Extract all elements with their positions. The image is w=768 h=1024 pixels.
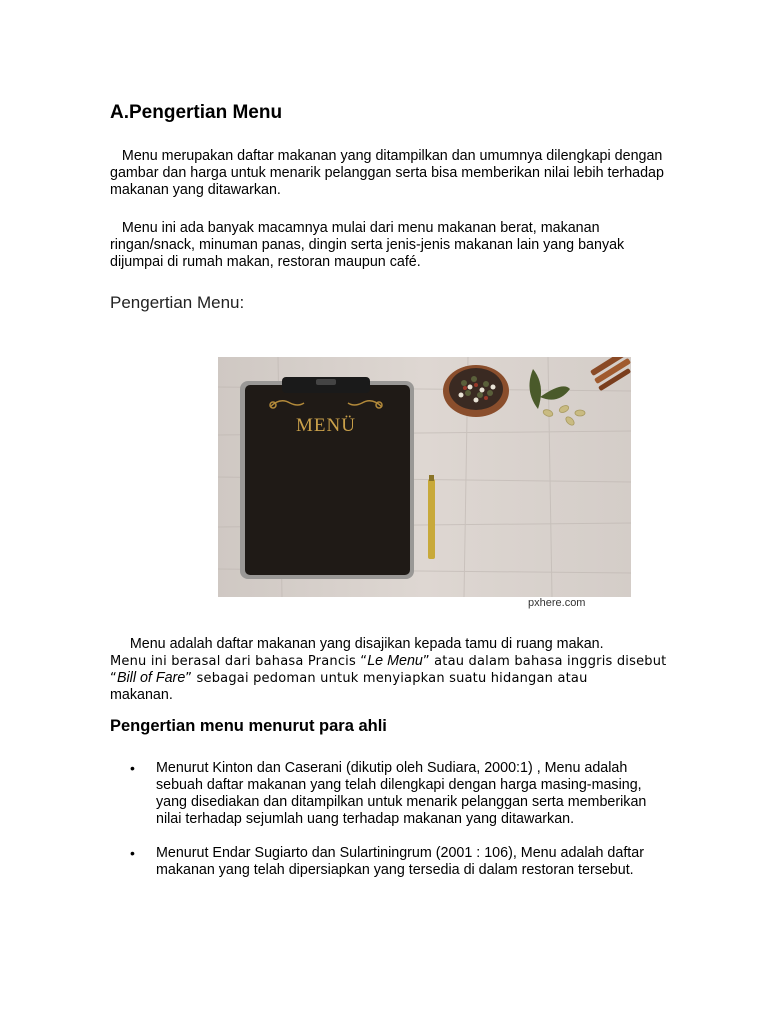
- subheading-definition: Pengertian Menu:: [110, 293, 245, 312]
- paragraph-origin: [110, 636, 670, 704]
- paragraph-definition: Menu merupakan daftar makanan yang ditampilkan dan umumnya dilengkapi dengan gambar dan harga untuk menarik pelanggan serta bisa memberikan nilai lebih terhadap makanan yang ditawarkan.: [110, 148, 668, 198]
- pen: [428, 475, 435, 559]
- bullet-icon: •: [130, 760, 135, 776]
- menu-board-photo: [218, 357, 631, 597]
- bullet-icon: •: [130, 845, 135, 861]
- experts-heading: Pengertian menu menurut para ahli: [110, 717, 387, 735]
- origin-line-2a: Menu ini berasal dari bahasa Prancis “: [110, 654, 368, 669]
- peppercorn-bowl: [443, 365, 509, 417]
- expert-definition-2: Menurut Endar Sugiarto dan Sulartiningrum (2001 : 106), Menu adalah daftar makanan yang telah dipersiapkan yang tersedia di dalam restoran tersebut.: [156, 845, 644, 878]
- origin-line-1: Menu adalah daftar makanan yang disajikan kepada tamu di ruang makan.: [110, 636, 604, 652]
- origin-line-3: makanan.: [110, 687, 173, 703]
- origin-line-2c: ” sebagai pedoman untuk menyiapkan suatu hidangan atau: [185, 671, 588, 686]
- image-caption: pxhere.com: [528, 597, 586, 609]
- expert-definition-1: Menurut Kinton dan Caserani (dikutip oleh Sudiara, 2000:1) , Menu adalah sebuah daftar makanan yang telah dilengkapi dengan harga masing-masing, yang disediakan dan ditampilkan untuk menarik pelanggan serta memberikan nilai terhadap sejumlah uang terhadap makanan yang ditawarkan.: [156, 760, 647, 827]
- clipboard: [240, 377, 414, 579]
- origin-line-2b: ” atau dalam bahasa inggris disebut “: [110, 654, 667, 686]
- list-item: [130, 760, 670, 828]
- origin-bill-of-fare: Bill of Fare: [116, 670, 186, 686]
- experts-list: [130, 760, 670, 896]
- menu-word: MENÜ: [296, 415, 356, 436]
- paragraph-types: Menu ini ada banyak macamnya mulai dari menu makanan berat, makanan ringan/snack, minuman panas, dingin serta jenis-jenis makanan lain yang banyak dijumpai di rumah makan, restoran maupun café.: [110, 220, 629, 270]
- list-item: [130, 845, 670, 879]
- origin-le-menu: Le Menu: [367, 653, 423, 669]
- section-heading: A.Pengertian Menu: [110, 102, 283, 123]
